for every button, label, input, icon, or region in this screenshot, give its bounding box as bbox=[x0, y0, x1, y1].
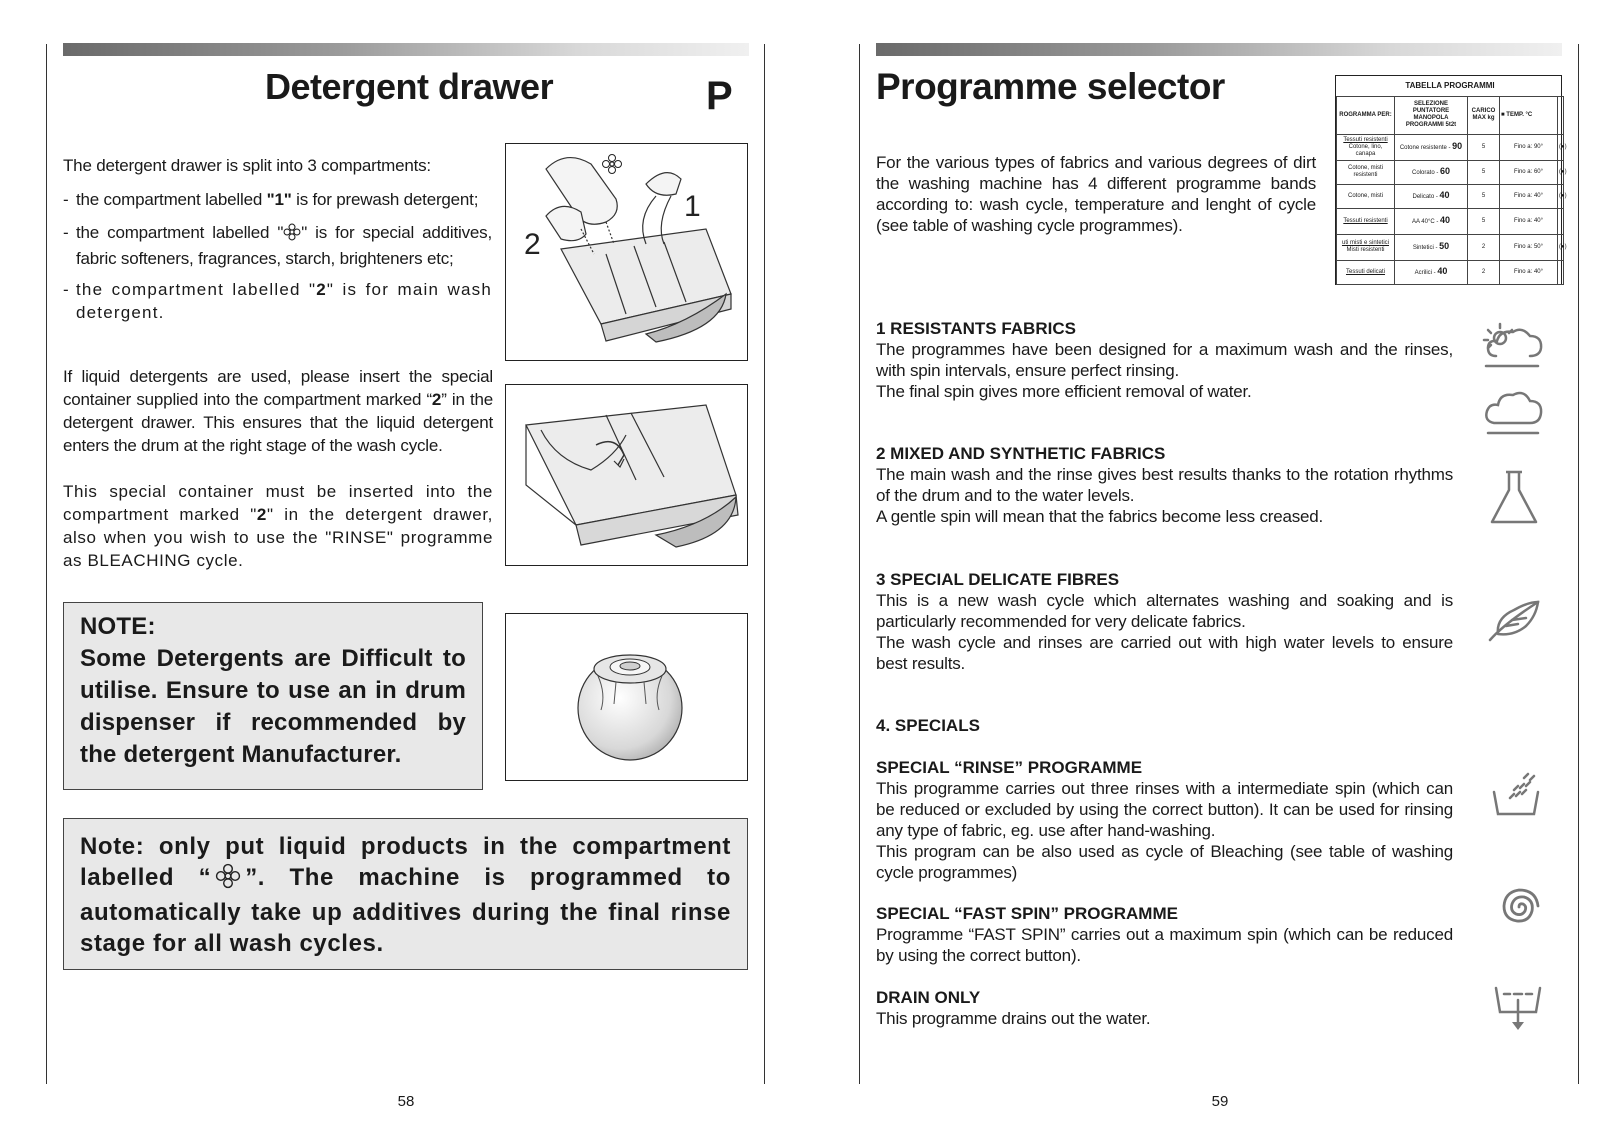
fabric-sub: Cotone, lino, canapa bbox=[1348, 143, 1383, 157]
figure-liquid-container bbox=[505, 384, 748, 566]
table-row bbox=[1337, 260, 1564, 284]
table-row bbox=[1337, 134, 1564, 160]
table-cell-fabric bbox=[1337, 208, 1395, 234]
section-text-rinse bbox=[876, 778, 1453, 883]
section-line: This programme carries out three rinses with a intermediate spin (which can be reduced or excluded by using the correct button). It can be used for rinsing any type of fabric, eg. use after hand-washing. bbox=[876, 779, 1453, 840]
compartment-1-label: 1 bbox=[684, 190, 701, 223]
bullet-dash: - bbox=[63, 190, 69, 209]
compartment-2-label: 2 bbox=[524, 228, 541, 261]
table-cell-load: 5 bbox=[1468, 134, 1500, 160]
fabric-sub: Cotone, misti resistenti bbox=[1347, 165, 1383, 178]
sun-cloud-icon bbox=[1478, 318, 1548, 374]
section-text-fast-spin bbox=[876, 924, 1453, 966]
flask-icon bbox=[1488, 468, 1540, 526]
table-cell-mark: (●) bbox=[1558, 160, 1564, 184]
table-cell-temp: Fino a: 60° bbox=[1500, 160, 1558, 184]
section-text-resistant bbox=[876, 339, 1453, 402]
bullet-text: " is for main wash detergent. bbox=[76, 280, 492, 322]
right-page-border-right bbox=[1578, 44, 1579, 1084]
program-num: 40 bbox=[1440, 214, 1451, 225]
flower-icon bbox=[215, 863, 241, 897]
paragraph-text: If liquid detergents are used, please insert the special container supplied into the compartment marked “ bbox=[63, 367, 493, 409]
program-num: 90 bbox=[1452, 140, 1463, 151]
paragraph-text: ” in the detergent drawer. This ensures that the liquid detergent enters the drum at the right stage of the wash cycle. bbox=[63, 390, 494, 455]
fabric-sub: Misti resistenti bbox=[1346, 247, 1385, 253]
drawer-illustration bbox=[506, 144, 749, 362]
bullet-text: " is for special additives, fabric softeners, fragrances, starch, brighteners etc; bbox=[76, 223, 492, 268]
table-cell-fabric bbox=[1337, 184, 1395, 208]
language-letter: P bbox=[706, 74, 733, 118]
paragraph-bold: 2 bbox=[431, 390, 442, 409]
program-name: Cotone resistente - bbox=[1399, 144, 1453, 151]
program-name: AA 40°C - bbox=[1411, 218, 1441, 225]
feather-icon bbox=[1484, 596, 1544, 646]
table-cell-fabric bbox=[1337, 260, 1395, 284]
program-num: 60 bbox=[1440, 165, 1451, 176]
shower-icon bbox=[1490, 768, 1544, 820]
table-header-temp: TEMP. °C bbox=[1506, 111, 1533, 118]
section-text-delicate bbox=[876, 590, 1453, 674]
drain-icon bbox=[1492, 982, 1544, 1034]
fabric-name: uti misti e sintetici bbox=[1341, 240, 1389, 246]
bullet-bold: 2 bbox=[316, 280, 327, 299]
table-header: ■ TEMP. °C bbox=[1500, 96, 1558, 134]
left-page-border-right bbox=[764, 44, 765, 1084]
table-cell-load: 2 bbox=[1468, 234, 1500, 260]
liquid-container-illustration bbox=[506, 385, 749, 567]
section-line: This programme drains out the water. bbox=[876, 1009, 1151, 1028]
program-num: 40 bbox=[1437, 265, 1448, 276]
bullet-prewash bbox=[63, 188, 492, 211]
table-cell-load: 5 bbox=[1468, 184, 1500, 208]
bullet-bold: "1" bbox=[266, 190, 292, 209]
right-page-border-left bbox=[859, 44, 860, 1084]
paragraph-text: This special container must be inserted into the compartment marked " bbox=[63, 482, 493, 524]
spiral-icon bbox=[1494, 882, 1544, 932]
bullet-text: the compartment labelled bbox=[76, 190, 267, 209]
left-page-border-left bbox=[46, 44, 47, 1084]
section-heading-specials: 4. SPECIALS bbox=[876, 716, 980, 735]
table-cell-load: 5 bbox=[1468, 208, 1500, 234]
table-header: SELEZIONE PUNTATORE MANOPOLA PROGRAMMI 5t2t bbox=[1395, 96, 1468, 134]
table-header-extra bbox=[1558, 96, 1564, 134]
table-cell-temp: Fino a: 40° bbox=[1500, 208, 1558, 234]
table-cell-program bbox=[1395, 234, 1468, 260]
section-heading-fast-spin: SPECIAL “FAST SPIN” PROGRAMME bbox=[876, 904, 1178, 923]
table-row bbox=[1337, 160, 1564, 184]
table-cell-load: 2 bbox=[1468, 260, 1500, 284]
section-heading-drain: DRAIN ONLY bbox=[876, 988, 981, 1007]
bullet-text: the compartment labelled " bbox=[76, 280, 317, 299]
table-cell-mark bbox=[1558, 260, 1564, 284]
table-cell-program bbox=[1395, 208, 1468, 234]
note-text: ”. The machine is programmed to automatically take up additives during the final rinse stage for all wash cycles. bbox=[80, 864, 731, 957]
section-line: This is a new wash cycle which alternates washing and soaking and is particularly recommended for very delicate fabrics. bbox=[876, 591, 1453, 631]
program-name: Sintetici - bbox=[1412, 244, 1440, 251]
section-text-drain bbox=[876, 1008, 1453, 1029]
page-number-right: 59 bbox=[1211, 1093, 1229, 1110]
intro-text: The detergent drawer is split into 3 compartments: bbox=[63, 156, 431, 175]
programme-table bbox=[1335, 75, 1567, 285]
section-line: Programme “FAST SPIN” carries out a maximum spin (which can be reduced by using the correct button). bbox=[876, 925, 1453, 965]
bullet-dash: - bbox=[63, 223, 69, 242]
figure-dispenser-ball bbox=[505, 613, 748, 781]
bullet-text: is for prewash detergent; bbox=[291, 190, 479, 209]
bullet-additives bbox=[63, 221, 492, 270]
page-title: Detergent drawer bbox=[265, 66, 554, 107]
table-row bbox=[1337, 184, 1564, 208]
table-header: CARICO MAX kg bbox=[1468, 96, 1500, 134]
section-line: This program can be also used as cycle of Bleaching (see table of washing cycle programmes) bbox=[876, 842, 1453, 882]
table-cell-mark bbox=[1558, 208, 1564, 234]
section-line: The final spin gives more efficient removal of water. bbox=[876, 382, 1252, 401]
section-heading-resistant: 1 RESISTANTS FABRICS bbox=[876, 319, 1076, 338]
table-cell-fabric bbox=[1337, 234, 1395, 260]
table-cell-load: 5 bbox=[1468, 160, 1500, 184]
right-header-bar bbox=[876, 43, 1562, 56]
note-liquid-text bbox=[80, 831, 731, 959]
fabric-name: Tessuti delicati bbox=[1345, 268, 1386, 275]
program-name: Acrilici - bbox=[1414, 269, 1438, 276]
table-cell-mark: (●) bbox=[1558, 234, 1564, 260]
left-header-bar bbox=[63, 43, 749, 56]
table-cell-mark: (●) bbox=[1558, 184, 1564, 208]
section-heading-rinse: SPECIAL “RINSE” PROGRAMME bbox=[876, 758, 1143, 777]
note-text: Note: only put liquid products in the compartment labelled “ bbox=[80, 833, 731, 891]
table-cell-program bbox=[1395, 134, 1468, 160]
table-header: ROGRAMMA PER: bbox=[1337, 96, 1395, 134]
bullet-text: the compartment labelled " bbox=[76, 223, 284, 242]
table-cell-fabric bbox=[1337, 160, 1395, 184]
fabric-name: Tessuti resistenti bbox=[1343, 136, 1388, 143]
bullet-dash: - bbox=[63, 280, 70, 299]
section-line: A gentle spin will mean that the fabrics become less creased. bbox=[876, 507, 1324, 526]
table-row bbox=[1337, 234, 1564, 260]
table-cell-temp: Fino a: 50° bbox=[1500, 234, 1558, 260]
table-row bbox=[1337, 208, 1564, 234]
program-num: 40 bbox=[1439, 189, 1450, 200]
table-cell-fabric bbox=[1337, 134, 1395, 160]
table-cell-program bbox=[1395, 160, 1468, 184]
figure-detergent-drawer bbox=[505, 143, 748, 361]
note-box-liquid-products bbox=[63, 818, 748, 970]
table-cell-program bbox=[1395, 184, 1468, 208]
table-title: TABELLA PROGRAMMI bbox=[1405, 81, 1495, 91]
section-line: The main wash and the rinse gives best results thanks to the rotation rhythms of the drum and to the water levels. bbox=[876, 465, 1453, 505]
section-line: The programmes have been designed for a maximum wash and the rinses, with spin intervals, ensure perfect rinsing. bbox=[876, 340, 1453, 380]
table-cell-temp: Fino a: 40° bbox=[1500, 260, 1558, 284]
section-line: The wash cycle and rinses are carried out with high water levels to ensure best results. bbox=[876, 633, 1453, 673]
page-title-right: Programme selector bbox=[876, 66, 1225, 107]
note-box-detergents bbox=[63, 602, 483, 790]
section-heading-mixed: 2 MIXED AND SYNTHETIC FABRICS bbox=[876, 444, 1166, 463]
dispenser-ball-illustration bbox=[506, 614, 749, 782]
paragraph-bold: 2 bbox=[256, 505, 267, 524]
cloud-icon bbox=[1480, 385, 1546, 441]
table-cell-mark: (●) bbox=[1558, 134, 1564, 160]
fabric-sub: Cotone, misti bbox=[1347, 192, 1383, 199]
programme-intro: For the various types of fabrics and various degrees of dirt the washing machine has 4 different programme bands according to: wash cycle, temperature and lenght of cycle (see table of washing cycle programmes). bbox=[876, 153, 1316, 235]
program-name: Colorato - bbox=[1411, 169, 1440, 176]
note-body: Some Detergents are Difficult to utilise. Ensure to use an in drum dispenser if recommended by the detergent Manufacturer. bbox=[80, 645, 466, 768]
fabric-name: Tessuti resistenti bbox=[1343, 217, 1388, 224]
program-name: Delicato - bbox=[1412, 193, 1440, 200]
table-cell-temp: Fino a: 90° bbox=[1500, 134, 1558, 160]
special-container-paragraph bbox=[63, 480, 493, 572]
page-number-left: 58 bbox=[397, 1093, 415, 1110]
paragraph-text: " in the detergent drawer, also when you wish to use the "RINSE" programme as BLEACHING cycle. bbox=[63, 505, 493, 570]
note-heading: NOTE: bbox=[80, 613, 156, 640]
table-cell-program bbox=[1395, 260, 1468, 284]
section-text-mixed bbox=[876, 464, 1453, 527]
liquid-detergent-paragraph bbox=[63, 365, 493, 457]
table-cell-temp: Fino a: 40° bbox=[1500, 184, 1558, 208]
section-heading-delicate: 3 SPECIAL DELICATE FIBRES bbox=[876, 570, 1120, 589]
program-num: 50 bbox=[1439, 240, 1450, 251]
bullet-main-wash bbox=[63, 278, 492, 324]
flower-icon bbox=[283, 223, 301, 247]
